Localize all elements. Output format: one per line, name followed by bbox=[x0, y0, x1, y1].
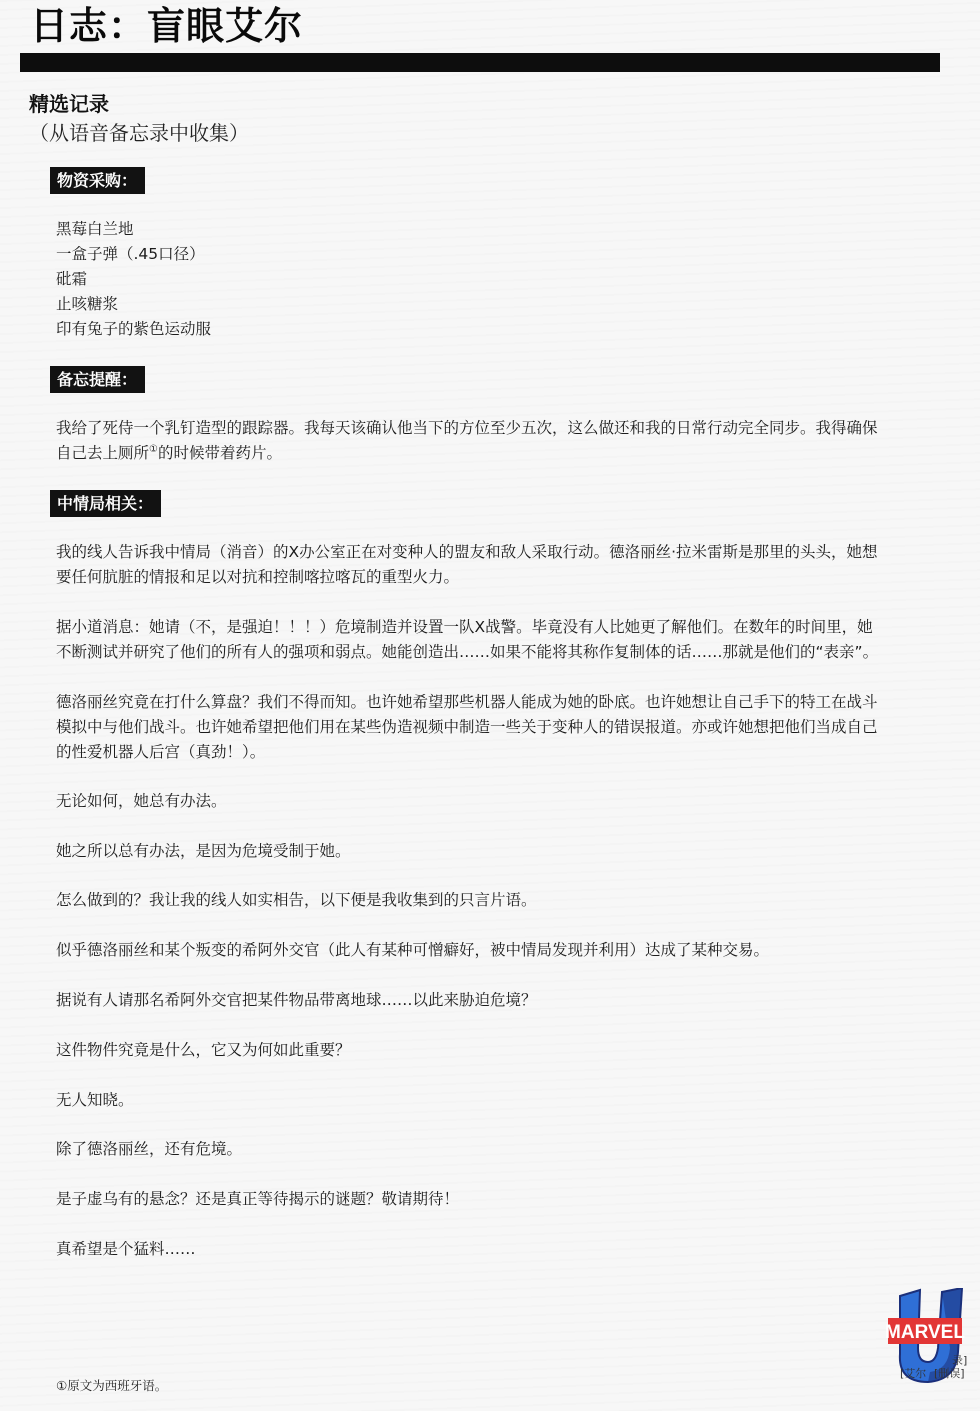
title-divider-bar bbox=[20, 53, 940, 72]
logo-marvel-text: MARVEL bbox=[885, 1322, 965, 1343]
supplies-list bbox=[56, 217, 888, 342]
logo-text-fragment: 录] bbox=[952, 1354, 968, 1367]
footnote: ①原文为西班牙语。 bbox=[56, 1378, 168, 1393]
footnote-mark: ① bbox=[149, 443, 158, 455]
page-title: 日志：盲眼艾尔 bbox=[30, 4, 304, 48]
logo-text-fragment: [删误] bbox=[934, 1367, 965, 1380]
reminder-label: 备忘提醒： bbox=[50, 366, 145, 393]
section-subheading: （从语音备忘录中收集） bbox=[29, 121, 249, 145]
cia-paragraph: 据小道消息：她请（不，是强迫！！！）危境制造并设置一队X战警。毕竟没有人比她更了解他们。在数年的时间里，她不断测试并研究了他们的所有人的强项和弱点。她能创造出……如果不能将其称作复制体的话……那就是他们的“表亲”。 bbox=[56, 618, 879, 661]
cia-paragraph: 除了德洛丽丝，还有危境。 bbox=[56, 1140, 243, 1158]
marvel-unlimited-logo bbox=[884, 1288, 972, 1388]
list-item: 印有兔子的紫色运动服 bbox=[56, 320, 212, 338]
list-item: 黑莓白兰地 bbox=[56, 220, 134, 238]
cia-paragraph: 无论如何，她总有办法。 bbox=[56, 792, 227, 810]
list-item: 砒霜 bbox=[56, 270, 88, 288]
section-heading: 精选记录 bbox=[29, 92, 109, 116]
reminder-text-after: 的时候带着药片。 bbox=[157, 444, 282, 462]
cia-paragraph: 是子虚乌有的悬念？还是真正等待揭示的谜题？敬请期待！ bbox=[56, 1190, 460, 1208]
cia-paragraph: 这件物件究竟是什么，它又为何如此重要？ bbox=[56, 1041, 351, 1059]
list-item: 止咳糖浆 bbox=[56, 295, 119, 313]
list-item: 一盒子弹（.45口径） bbox=[56, 245, 205, 263]
cia-paragraph: 怎么做到的？我让我的线人如实相告，以下便是我收集到的只言片语。 bbox=[56, 891, 537, 909]
cia-paragraph: 德洛丽丝究竟在打什么算盘？我们不得而知。也许她希望那些机器人能成为她的卧底。也许她想让自己手下的特工在战斗模拟中与他们战斗。也许她希望把他们用在某些伪造视频中制造一些关于变种人的错误报道。亦或许她想把他们当成自己的性爱机器人后宫（真劲！）。 bbox=[56, 693, 878, 761]
reminder-text-before: 我给了死侍一个乳钉造型的跟踪器。我每天该确认他当下的方位至少五次，这么做还和我的日常行动完全同步。我得确保自己去上厕所 bbox=[56, 419, 878, 462]
supplies-label: 物资采购： bbox=[50, 167, 145, 194]
cia-paragraph: 真希望是个猛料…… bbox=[56, 1240, 196, 1258]
cia-paragraph: 她之所以总有办法，是因为危境受制于她。 bbox=[56, 842, 351, 860]
reminder-text bbox=[56, 416, 888, 466]
cia-paragraph: 无人知晓。 bbox=[56, 1091, 134, 1109]
cia-label: 中情局相关： bbox=[50, 490, 161, 517]
cia-paragraph: 据说有人请那名希阿外交官把某件物品带离地球……以此来胁迫危境？ bbox=[56, 991, 537, 1009]
cia-paragraph: 似乎德洛丽丝和某个叛变的希阿外交官（此人有某种可憎癖好，被中情局发现并利用）达成了某种交易。 bbox=[56, 941, 770, 959]
cia-paragraph: 我的线人告诉我中情局（消音）的X办公室正在对变种人的盟友和敌人采取行动。德洛丽丝·拉米雷斯是那里的头头，她想要任何肮脏的情报和足以对抗和控制喀拉喀瓦的重型火力。 bbox=[56, 543, 878, 586]
logo-text-fragment: [艾尔 bbox=[900, 1367, 927, 1380]
